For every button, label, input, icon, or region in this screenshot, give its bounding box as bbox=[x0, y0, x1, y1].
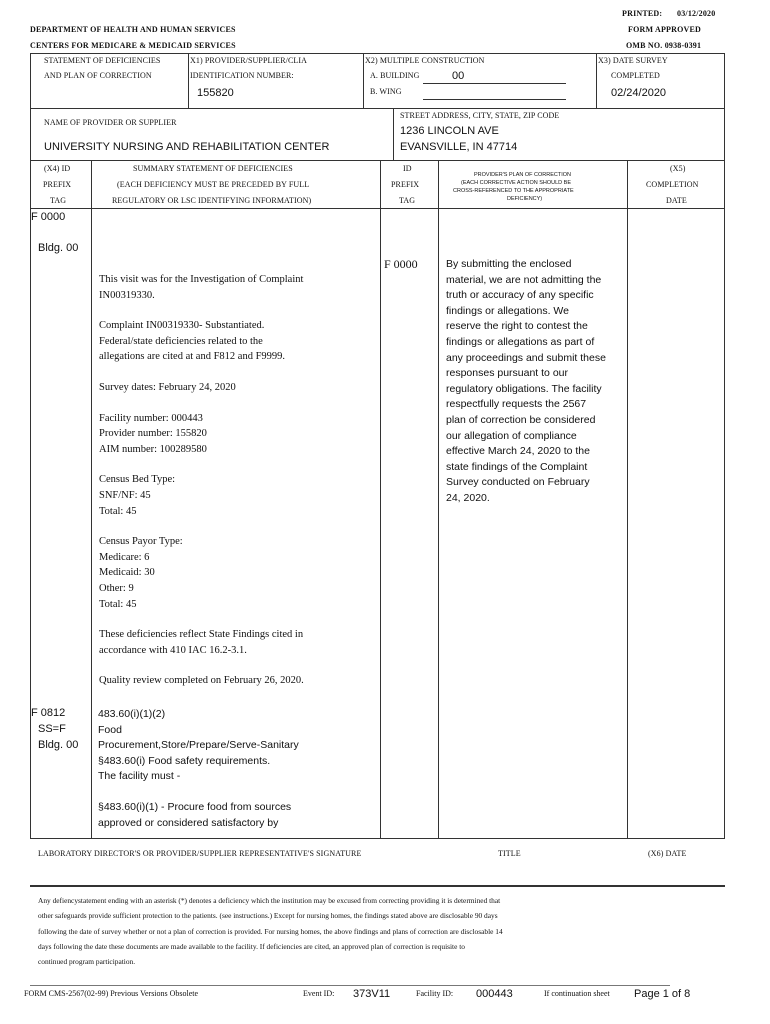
summary-para bbox=[99, 472, 377, 519]
summary-line: Provider number: 155820 bbox=[99, 428, 207, 440]
plan-header-2: (EACH CORRECTIVE ACTION SHOULD BE bbox=[461, 180, 572, 186]
plan-line: state findings of the Complaint bbox=[446, 460, 588, 473]
address-line-2: EVANSVILLE, IN 47714 bbox=[400, 141, 518, 153]
x3-label-2: COMPLETED bbox=[611, 71, 660, 80]
plan-line: 24, 2020. bbox=[446, 491, 490, 504]
summary-para bbox=[99, 534, 377, 612]
form-approved: FORM APPROVED bbox=[628, 25, 702, 34]
summary-line: Procurement,Store/Prepare/Serve-Sanitary bbox=[98, 739, 299, 752]
provider-id-value: 155820 bbox=[197, 87, 234, 99]
summary-line: Federal/state deficiencies related to the bbox=[99, 335, 263, 347]
plan-line: our allegation of compliance bbox=[446, 429, 577, 442]
event-id-value: 373V11 bbox=[353, 988, 391, 1000]
event-id-label: Event ID: bbox=[303, 989, 335, 998]
summary-para bbox=[98, 800, 378, 831]
continuation-label: If continuation sheet bbox=[544, 989, 610, 998]
x3-label-1: X3) DATE SURVEY bbox=[598, 56, 668, 65]
disclaimer-line: continued program participation. bbox=[38, 957, 136, 967]
summary-line: approved or considered satisfactory by bbox=[98, 816, 279, 829]
plan-line: regulatory obligations. The facility bbox=[446, 382, 602, 395]
plan-tag-f0000: F 0000 bbox=[384, 257, 418, 271]
ss-f: SS=F bbox=[38, 723, 66, 735]
plan-header-4: DEFICIENCY) bbox=[507, 196, 543, 202]
plan-line: responses pursuant to our bbox=[446, 367, 568, 380]
x4-header-2: PREFIX bbox=[43, 180, 72, 189]
summary-line: Census Bed Type: bbox=[99, 474, 176, 486]
summary-para bbox=[98, 707, 378, 785]
plan-of-correction bbox=[446, 257, 626, 507]
plan-line: findings or allegations. We bbox=[446, 304, 569, 317]
disclaimer-line: following the date of survey whether or not a plan of correction is provided. For nursing homes, the above findings and plans of correction are disclosable 14 bbox=[38, 926, 503, 936]
printed-label: PRINTED: bbox=[622, 9, 663, 18]
x1-label-2: IDENTIFICATION NUMBER: bbox=[190, 71, 294, 80]
summary-statement bbox=[99, 272, 377, 704]
summary-line: Food bbox=[98, 723, 122, 736]
disclaimer-line: days following the date these documents are made available to the facility. If deficiencies are cited, an approved plan of correction is requisite to bbox=[38, 941, 465, 951]
x5-header-1: (X5) bbox=[670, 164, 686, 173]
provider-name-value: UNIVERSITY NURSING AND REHABILITATION CENTER bbox=[44, 141, 330, 153]
f812-regulation bbox=[98, 707, 378, 846]
summary-line: Total: 45 bbox=[99, 598, 137, 610]
page-number: Page 1 of 8 bbox=[634, 988, 691, 1000]
address-label: STREET ADDRESS, CITY, STATE, ZIP CODE bbox=[400, 111, 560, 120]
plan-line: material, we are not admitting the bbox=[446, 273, 602, 286]
summary-line: SNF/NF: 45 bbox=[99, 489, 151, 501]
summary-line: Survey dates: February 24, 2020 bbox=[99, 381, 236, 393]
summary-line: allegations are cited at and F812 and F9999. bbox=[99, 351, 286, 363]
plan-line: plan of correction be considered bbox=[446, 413, 596, 426]
plan-line: truth or accuracy of any specific bbox=[446, 289, 594, 302]
title-label: TITLE bbox=[498, 849, 521, 858]
summary-line: These deficiencies reflect State Findings cited in bbox=[99, 629, 304, 641]
form-number: FORM CMS-2567(02-99) Previous Versions Obsolete bbox=[24, 989, 199, 998]
plan-header-1: PROVIDER'S PLAN OF CORRECTION bbox=[474, 172, 572, 178]
plan-header-3: CROSS-REFERENCED TO THE APPROPRIATE bbox=[453, 188, 574, 194]
summary-line: Other: 9 bbox=[99, 582, 134, 594]
a-building-value: 00 bbox=[452, 70, 465, 82]
facility-id-value: 000443 bbox=[476, 988, 513, 1000]
summary-line: Quality review completed on February 26, 2020. bbox=[99, 675, 304, 687]
plan-line: findings or allegations as part of bbox=[446, 335, 595, 348]
x5-header-3: DATE bbox=[666, 196, 687, 205]
plan-line: reserve the right to contest the bbox=[446, 320, 588, 333]
x4-header-3: TAG bbox=[50, 196, 67, 205]
disclaimer-line: other safeguards provide sufficient protection to the patients. (see instructions.) Except for nursing homes, the findings stated above are disclosable 90 days bbox=[38, 911, 498, 921]
x1-label-1: X1) PROVIDER/SUPPLIER/CLIA bbox=[190, 56, 308, 65]
summary-para bbox=[99, 318, 377, 365]
summary-line: accordance with 410 IAC 16.2-3.1. bbox=[99, 644, 247, 656]
x4-header-1: (X4) ID bbox=[44, 164, 71, 173]
disclaimer-line: Any defiencystatement ending with an asterisk (*) denotes a deficiency which the institution may be excused from correcting providing it is determined that bbox=[38, 896, 501, 905]
x2-label: X2) MULTIPLE CONSTRUCTION bbox=[365, 56, 485, 65]
x6-date-label: (X6) DATE bbox=[648, 849, 687, 858]
address-line-1: 1236 LINCOLN AVE bbox=[400, 125, 499, 137]
facility-id-label: Facility ID: bbox=[416, 989, 454, 998]
plan-line: effective March 24, 2020 to the bbox=[446, 445, 590, 458]
summary-header-1: SUMMARY STATEMENT OF DEFICIENCIES bbox=[133, 164, 293, 173]
summary-line: §483.60(i) Food safety requirements. bbox=[98, 754, 271, 767]
x5-header-2: COMPLETION bbox=[646, 180, 699, 189]
summary-header-3: REGULATORY OR LSC IDENTIFYING INFORMATION) bbox=[112, 196, 312, 205]
summary-line: Medicaid: 30 bbox=[99, 567, 155, 579]
summary-header-2: (EACH DEFICIENCY MUST BE PRECEDED BY FULL bbox=[117, 180, 310, 189]
summary-line: IN00319330. bbox=[99, 289, 155, 301]
a-building-label: A. BUILDING bbox=[370, 71, 420, 80]
summary-para bbox=[99, 673, 377, 689]
summary-para bbox=[99, 272, 377, 303]
survey-date-value: 02/24/2020 bbox=[611, 87, 667, 99]
summary-line: Census Payor Type: bbox=[99, 536, 183, 548]
plan-line: any proceedings and submit these bbox=[446, 351, 606, 364]
plan-line: By submitting the enclosed bbox=[446, 258, 572, 270]
summary-line: Facility number: 000443 bbox=[99, 412, 203, 424]
plan-line: respectfully requests the 2567 bbox=[446, 398, 587, 411]
summary-line: Medicare: 6 bbox=[99, 551, 150, 563]
bldg-00-second: Bldg. 00 bbox=[38, 739, 79, 751]
summary-line: This visit was for the Investigation of Complaint bbox=[99, 274, 304, 285]
tag-f0812: F 0812 bbox=[31, 707, 66, 719]
printed-date: 03/12/2020 bbox=[677, 9, 716, 18]
summary-para bbox=[99, 627, 377, 658]
provider-name-label: NAME OF PROVIDER OR SUPPLIER bbox=[44, 118, 177, 127]
centers-title: CENTERS FOR MEDICARE & MEDICAID SERVICES bbox=[30, 41, 236, 50]
disclaimer bbox=[38, 893, 718, 969]
statement-label-1: STATEMENT OF DEFICIENCIES bbox=[44, 56, 161, 65]
summary-para bbox=[99, 380, 377, 396]
id-header-2: PREFIX bbox=[391, 180, 420, 189]
department-title: DEPARTMENT OF HEALTH AND HUMAN SERVICES bbox=[30, 25, 236, 34]
summary-line: §483.60(i)(1) - Procure food from sources bbox=[98, 800, 292, 813]
summary-line: Complaint IN00319330- Substantiated. bbox=[99, 320, 265, 332]
b-wing-label: B. WING bbox=[370, 87, 402, 96]
summary-line: AIM number: 100289580 bbox=[99, 443, 207, 455]
bldg-00-first: Bldg. 00 bbox=[38, 242, 79, 254]
summary-line: 483.60(i)(1)(2) bbox=[98, 708, 166, 720]
plan-line: Survey conducted on February bbox=[446, 476, 590, 489]
id-header-3: TAG bbox=[399, 196, 416, 205]
statement-label-2: AND PLAN OF CORRECTION bbox=[44, 71, 152, 80]
signature-label: LABORATORY DIRECTOR'S OR PROVIDER/SUPPLIER REPRESENTATIVE'S SIGNATURE bbox=[38, 849, 362, 858]
summary-para bbox=[99, 411, 377, 458]
id-header-1: ID bbox=[403, 164, 412, 173]
tag-f0000: F 0000 bbox=[31, 211, 66, 223]
omb-number: OMB NO. 0938-0391 bbox=[626, 41, 702, 50]
summary-line: The facility must - bbox=[98, 770, 181, 783]
summary-line: Total: 45 bbox=[99, 505, 137, 517]
